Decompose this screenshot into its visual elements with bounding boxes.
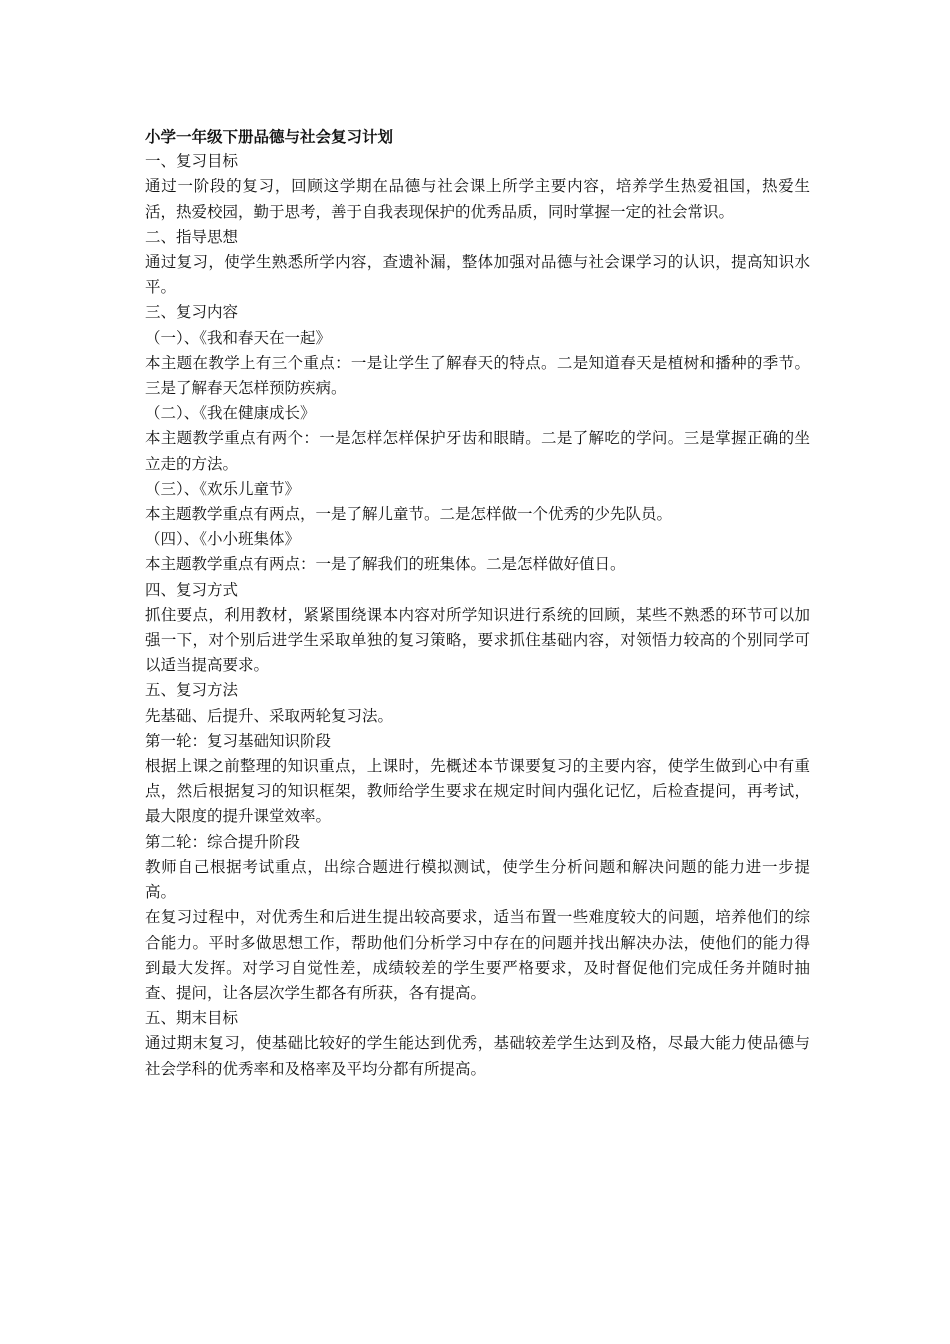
section-heading-review-goals: 一、复习目标 [145,152,239,171]
paragraph-guiding-idea: 通过复习，使学生熟悉所学内容，查遗补漏，整体加强对品德与社会课学习的认识，提高知识水平。 [145,253,810,297]
paragraph-review-method: 先基础、后提升、采取两轮复习法。 [145,706,394,725]
section-heading-final-goals: 五、期末目标 [145,1009,239,1028]
paragraph-final-goals: 通过期末复习，使基础比较好的学生能达到优秀，基础较差学生达到及格，尽最大能力使品德与社会学科的优秀率和及格率及平均分都有所提高。 [145,1034,810,1078]
subheading-topic-1: （一）、《我和春天在一起》 [145,328,332,347]
document-body [145,124,810,1082]
section-heading-review-method: 五、复习方法 [145,681,239,700]
paragraph-review-goals: 通过一阶段的复习，回顾这学期在品德与社会课上所学主要内容，培养学生热爱祖国，热爱生活，热爱校园，勤于思考，善于自我表现保护的优秀品质，同时掌握一定的社会常识。 [145,177,810,221]
document-title: 小学一年级下册品德与社会复习计划 [145,127,394,146]
subheading-topic-2: （二）、《我在健康成长》 [145,404,316,423]
section-heading-guiding-idea: 二、指导思想 [145,227,239,246]
subheading-topic-3: （三）、《欢乐儿童节》 [145,479,301,498]
paragraph-topic-1: 本主题在教学上有三个重点：一是让学生了解春天的特点。二是知道春天是植树和播种的季节。三是了解春天怎样预防疾病。 [145,353,810,398]
section-heading-review-mode: 四、复习方式 [145,580,239,599]
paragraph-topic-4: 本主题教学重点有两点：一是了解我们的班集体。二是怎样做好值日。 [145,555,626,574]
paragraph-review-mode: 抓住要点，利用教材，紧紧围绕课本内容对所学知识进行系统的回顾，某些不熟悉的环节可以加强一下，对个别后进学生采取单独的复习策略，要求抓住基础内容，对领悟力较高的个别同学可以适当提高要求。 [145,605,810,675]
section-heading-review-content: 三、复习内容 [145,303,239,322]
paragraph-round-1: 根据上课之前整理的知识重点，上课时，先概述本节课要复习的主要内容，使学生做到心中有重点，然后根据复习的知识框架，教师给学生要求在规定时间内强化记忆，后检查提问，再考试，最大限度的提升课堂效率。 [145,757,810,826]
paragraph-review-process: 在复习过程中，对优秀生和后进生提出较高要求，适当布置一些难度较大的问题，培养他们的综合能力。平时多做思想工作，帮助他们分析学习中存在的问题并找出解决办法，使他们的能力得到最大发挥。对学习自觉性差，成绩较差的学生要严格要求，及时督促他们完成任务并随时抽查、提问，让各层次学生都各有所获，各有提高。 [145,908,810,1002]
paragraph-round-2: 教师自己根据考试重点，出综合题进行模拟测试，使学生分析问题和解决问题的能力进一步提高。 [145,857,810,902]
subheading-topic-4: （四）、《小小班集体》 [145,530,301,549]
paragraph-topic-3: 本主题教学重点有两点，一是了解儿童节。二是怎样做一个优秀的少先队员。 [145,505,673,524]
paragraph-topic-2: 本主题教学重点有两个：一是怎样怎样保护牙齿和眼睛。二是了解吃的学问。三是掌握正确的坐立走的方法。 [145,429,810,473]
subheading-round-2: 第二轮：综合提升阶段 [145,832,301,851]
subheading-round-1: 第一轮：复习基础知识阶段 [145,731,332,750]
